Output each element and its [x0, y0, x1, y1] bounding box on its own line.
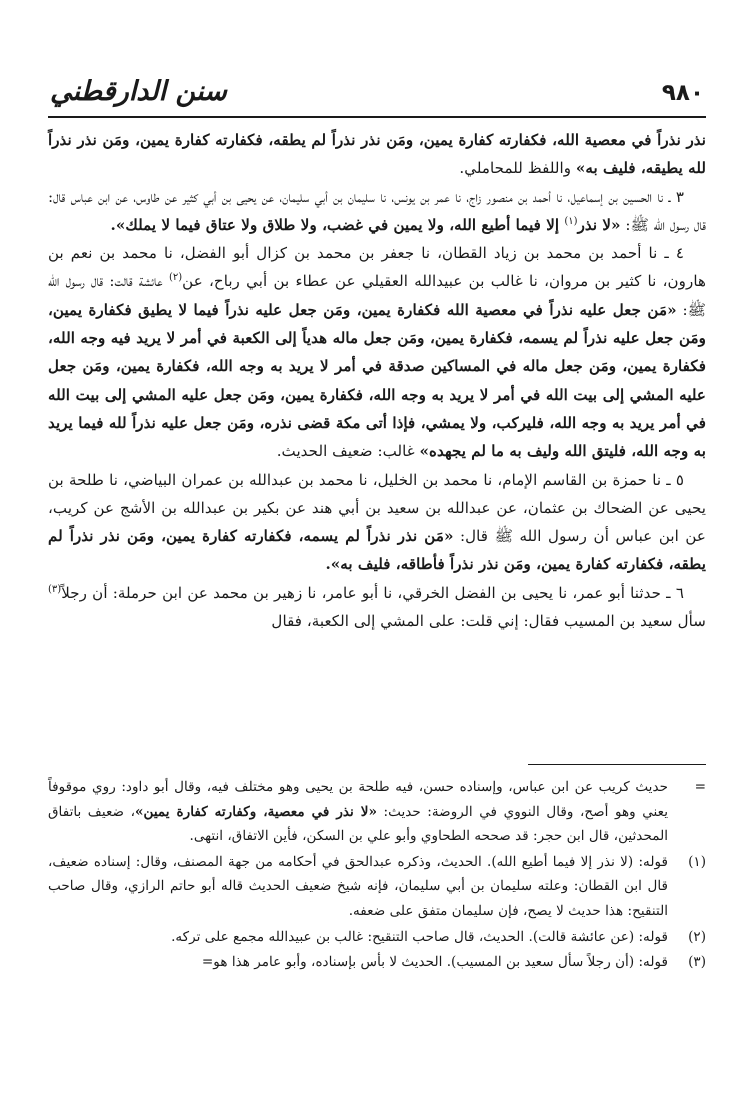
footnotes	[48, 775, 706, 976]
isnad-text: ٦ ـ حدثنا أبو عمر، نا يحيى بن الفضل الخرقي، نا أبو عامر، نا زهير بن محمد عن ابن حرملة: أن رجلاً	[61, 583, 684, 602]
footnote-text-part: حديث كريب عن ابن عباس، وإسناده حسن، فيه طلحة بن يحيى وهو مختلف فيه، وقال أبو داود: روي موقوفاً يعني وهو أصح، وقال النووي في الروضة: حديث:	[48, 779, 668, 820]
footnote-continued	[48, 775, 706, 849]
page-number: ٩٨٠	[661, 80, 704, 106]
footnote-ref-3[interactable]: (٣)	[48, 583, 62, 595]
hadith-text: «مَن نذر نذراً لم يسمه، فكفارته كفارة يمين، ومَن نذر نذراً لم يطقه، فكفارته كفارة يمين، ومَن نذر نذراً فأطاقه، فليف به».	[48, 527, 706, 574]
isnad-text: ٤ ـ نا أحمد بن محمد بن زياد القطان، نا جعفر بن محمد بن كزال أبو الفضل، نا محمد بن نعم بن هارون، نا كثير بن مروان، نا غالب بن عبيدالله العقيلي عن عطاء بن أبي رباح، عن	[48, 244, 706, 291]
footnote-3	[48, 950, 706, 975]
isnad-text: ٣ ـ نا الحسين بن إسماعيل، نا أحمد بن منصور زاج، نا عمر بن يونس، نا سليمان بن أبي سليمان، عن يحيى بن أبي كثير عن طاوس، عن ابن عباس قال: قال رسول الله ﷺ:	[48, 187, 706, 234]
footnote-ref-1[interactable]: (١)	[564, 215, 578, 227]
footnote-quote: «لا نذر في معصية، وكفارته كفارة يمين»	[134, 803, 378, 820]
main-text	[48, 126, 706, 635]
narration-note: غالب: ضعيف الحديث.	[276, 442, 420, 461]
hadith-text: إلا فيما أطيع الله، ولا يمين في غضب، ولا طلاق ولا عتاق فيما لا يملك».	[110, 215, 565, 234]
hadith-3	[48, 183, 706, 240]
book-title: سنن الدارقطني	[50, 76, 227, 107]
footnote-text-part: ، ضعيف باتفاق المحدثين، قال ابن حجر: قد صححه الطحاوي وأبو علي بن السكن، فأين الاتفاق، انتهى.	[48, 803, 668, 845]
footnote-ref-2[interactable]: (٢)	[168, 272, 183, 284]
hadith-6	[48, 579, 706, 636]
hadith-4	[48, 239, 706, 465]
footnote-number: (١)	[688, 853, 706, 870]
footnote-text	[48, 775, 668, 849]
hadith-text: نذر نذراً في معصية الله، فكفارته كفارة يمين، ومَن نذر نذراً لم يطقه، فكفارته كفارة يمين، ومَن نذر نذراً لله يطيقه، فليف به»	[48, 131, 706, 178]
isnad-text: ٥ ـ نا حمزة بن القاسم الإمام، نا محمد بن الخليل، نا محمد بن عبدالله بن عمران البياضي، نا طلحة بن يحيى عن الضحاك بن عثمان، عن عبدالله بن سعيد بن أبي هند عن بكير بن عبدالله بن الأشج عن كريب، عن ابن عباس أن رسول الله ﷺ قال:	[48, 470, 706, 546]
footnote-continuation-mark: =	[694, 779, 706, 795]
hadith-5	[48, 466, 706, 579]
footnote-1	[48, 850, 706, 924]
narration-note: واللفظ للمحاملي.	[459, 159, 576, 178]
hadith-text: «لا نذر	[577, 215, 621, 234]
footnote-number: (٣)	[688, 954, 706, 971]
footnote-2	[48, 925, 706, 950]
hadith-text: «مَن جعل عليه نذراً في معصية الله فكفارة يمين، ومَن جعل عليه نذراً فيما لا يطيق فكفارة يمين، ومَن جعل عليه نذراً لم يسمه، فكفارة يمين، ومَن جعل ماله هدياً إلى الكعبة في أمر لا يريد فيه وجه الله، فكفارة يمين، ومَن جعل ماله في المساكين صدقة في أمر لا يريد به وجه الله، فكفارة يمين، ومَن جعل عليه المشي إلى بيت الله في أمر لا يريد به وجه الله، فكفارة يمين، ومَن جعل عليه المشي إلى بيت الله في أمر يريد به وجه الله، فليركب، ولا يمشي، فإذا أتى مكة قضى نذره، ومَن جعل عليه نذراً لله فيما يريد به وجه الله، فليتق الله وليف به ما لم يجهده»	[48, 300, 706, 461]
isnad-text: سأل سعيد بن المسيب فقال: إني قلت: على المشي إلى الكعبة، فقال	[271, 612, 706, 631]
paragraph-continued	[48, 126, 706, 183]
footnote-text: قوله: (أن رجلاً سأل سعيد بن المسيب). الحديث لا بأس بإسناده، وأبو عامر هذا هو=	[201, 954, 668, 971]
footnote-text: قوله: (عن عائشة قالت). الحديث، قال صاحب التنقيح: غالب بن عبيدالله مجمع على تركه.	[171, 928, 668, 945]
footnote-text: قوله: (لا نذر إلا فيما أطيع الله). الحديث، وذكره عبدالحق في أحكامه من جهة المصنف، وقال: إسناده ضعيف، قال ابن القطان: وعلته سليمان بن أبي سليمان، فإنه شيخ ضعيف الحديث قاله أبو حاتم الرازي، وقال صاحب التنقيح: هذا حديث لا يصح، فإن سليمان متفق على ضعفه.	[48, 853, 668, 919]
footnote-separator	[528, 764, 706, 765]
footnote-number: (٢)	[688, 928, 706, 945]
isnad-text: عائشة قالت: قال رسول الله ﷺ:	[48, 272, 706, 319]
page-header	[48, 70, 706, 118]
